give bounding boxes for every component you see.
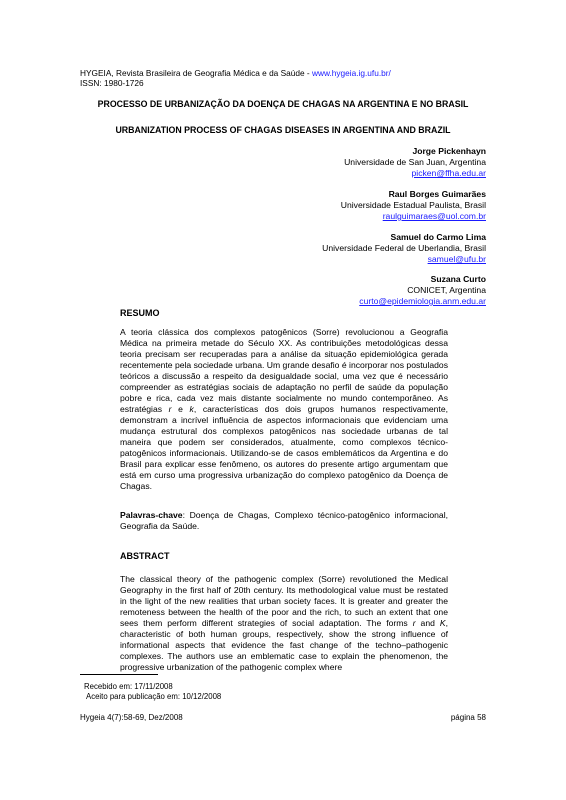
- keywords: [120, 510, 448, 532]
- abstract-text: , characteristic of both human groups, respectively, show the strong influence of informational aspects that evidence the fast change of the techno–pathogenic complexes. The authors use an emblematic case to explain the phenomenon, the progressive urbanization of the pathogenic complex where: [120, 618, 448, 672]
- author-name: Suzana Curto: [430, 274, 486, 284]
- keywords-text: Doença de Chagas, Complexo técnico-patogênico informacional, Geografia da Saúde.: [120, 510, 449, 531]
- received-date: Recebido em: 17/11/2008: [84, 682, 173, 691]
- resumo-var-r: r: [168, 404, 172, 414]
- resumo-text: , características dos dois grupos humanos respectivamente, demonstram a incrível influência de aspectos informacionais que evidenciam uma mudança estrutural dos complexos patogênicos nas sociedade urbanas de tal maneira que podem ser considerados, atualmente, como complexos técnico-patogênicos informacionais. Utilizando-se de casos emblemáticos da Argentina e do Brasil para explicar esse fenômeno, os autores do presente artigo argumentam que está em curso uma progressiva urbanização do complexo patogênico da Doença de Chagas.: [120, 404, 448, 491]
- resumo-heading: RESUMO: [120, 308, 160, 318]
- keywords-label: Palavras-chave: [120, 510, 183, 520]
- author-affiliation: CONICET, Argentina: [407, 285, 486, 295]
- keywords-colon: :: [182, 510, 190, 520]
- author-email[interactable]: raulguimaraes@uol.com.br: [382, 211, 486, 221]
- author-name: Samuel do Carmo Lima: [390, 232, 486, 242]
- title-portuguese: PROCESSO DE URBANIZAÇÃO DA DOENÇA DE CHAGAS NA ARGENTINA E NO BRASIL: [97, 99, 469, 109]
- author-name: Jorge Pickenhayn: [412, 146, 486, 156]
- author-affiliation: Universidade de San Juan, Argentina: [344, 157, 486, 167]
- footnote-divider: [80, 674, 158, 675]
- resumo-var-k: k: [189, 404, 194, 414]
- abstract-text: The classical theory of the pathogenic complex (Sorre) revolutioned the Medical Geography in the first half of 20th century. Its methodological value must be restated in the light of the new realities that urban society faces. It is greater and greater the remoteness between the health of the poor and the rich, to such an extent that one sees them perform different strategies of social adaptation. The forms: [120, 574, 448, 628]
- author-email[interactable]: picken@ffha.edu.ar: [411, 168, 486, 178]
- journal-header: [80, 68, 391, 78]
- abstract-var-k: K: [439, 618, 446, 628]
- author-block: [186, 232, 486, 265]
- resumo-paragraph: [120, 327, 448, 492]
- footer-citation: Hygeia 4(7):58-69, Dez/2008: [80, 713, 183, 722]
- abstract-var-r: r: [412, 618, 416, 628]
- journal-link[interactable]: www.hygeia.ig.ufu.br/: [311, 68, 391, 78]
- title-english: URBANIZATION PROCESS OF CHAGAS DISEASES IN ARGENTINA AND BRAZIL: [115, 125, 451, 135]
- accepted-date: Aceito para publicação em: 10/12/2008: [86, 692, 222, 701]
- abstract-conj: and: [415, 618, 440, 628]
- author-email[interactable]: samuel@ufu.br: [427, 254, 486, 264]
- author-name: Raul Borges Guimarães: [388, 189, 486, 199]
- author-block: [186, 274, 486, 307]
- author-email[interactable]: curto@epidemiologia.anm.edu.ar: [359, 296, 486, 306]
- author-affiliation: Universidade Federal de Uberlandia, Brasil: [322, 243, 486, 253]
- resumo-text: A teoria clássica dos complexos patogênicos (Sorre) revolucionou a Geografia Médica na primeira metade do Século XX. As contribuições metodológicas dessa teoria precisam ser recuperadas para a análise da situação epidemiológica gerada recentemente pela sociedade urbana. Um grande desafio é incorporar nos postulados teóricos a discussão a respeito da desigualdade social, uma vez que é necessário compreender as estratégias sociais de adaptação no perfil de saúde da população pobre e rica, cada vez mais distante socialmente no mundo contemporâneo. As estratégias: [120, 327, 448, 414]
- author-block: [186, 146, 486, 179]
- issn: ISSN: 1980-1726: [80, 78, 144, 88]
- author-affiliation: Universidade Estadual Paulista, Brasil: [340, 200, 486, 210]
- page-number: página 58: [450, 713, 486, 722]
- author-block: [186, 189, 486, 222]
- journal-name: HYGEIA, Revista Brasileira de Geografia Médica e da Saúde -: [80, 68, 312, 78]
- abstract-heading: ABSTRACT: [120, 551, 170, 561]
- resumo-conj: e: [171, 404, 190, 414]
- abstract-paragraph: [120, 574, 448, 673]
